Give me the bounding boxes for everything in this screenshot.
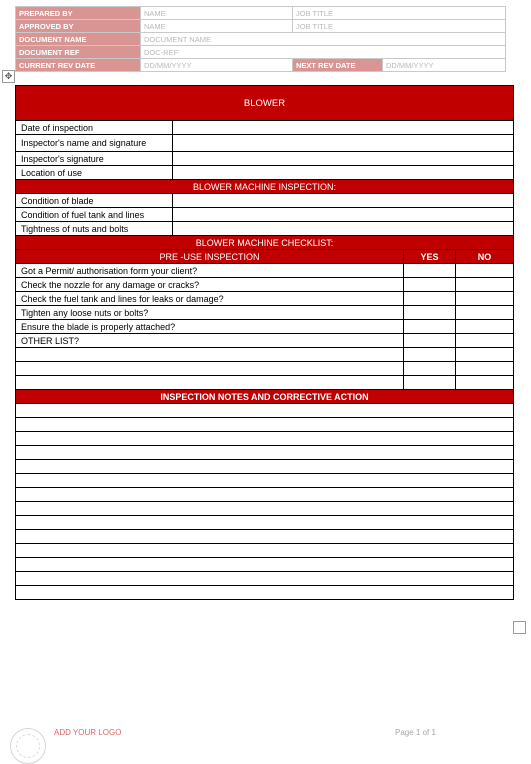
notes-row xyxy=(16,418,514,432)
notes-cell[interactable] xyxy=(16,516,514,530)
inspection-section-header: BLOWER MACHINE INSPECTION: xyxy=(16,180,514,194)
yes-cell[interactable] xyxy=(404,376,456,390)
info-value-cell[interactable] xyxy=(173,121,514,135)
notes-cell[interactable] xyxy=(16,432,514,446)
notes-cell[interactable] xyxy=(16,586,514,600)
document-ref-label: DOCUMENT REF xyxy=(16,46,141,59)
checklist-header-row xyxy=(16,250,514,264)
approved-by-label: APPROVED BY xyxy=(16,20,141,33)
prepared-by-label: PREPARED BY xyxy=(16,7,141,20)
notes-cell[interactable] xyxy=(16,488,514,502)
notes-row xyxy=(16,488,514,502)
checklist-item: OTHER LIST? xyxy=(16,334,404,348)
inspection-value-cell[interactable] xyxy=(173,208,514,222)
document-name-label: DOCUMENT NAME xyxy=(16,33,141,46)
notes-cell[interactable] xyxy=(16,572,514,586)
checklist-item-cell[interactable] xyxy=(16,376,404,390)
document-ref-field[interactable]: DOC-REF xyxy=(141,46,506,59)
inspection-form-table xyxy=(15,85,514,600)
checklist-item: Check the nozzle for any damage or cracks? xyxy=(16,278,404,292)
yes-cell[interactable] xyxy=(404,292,456,306)
checklist-row xyxy=(16,292,514,306)
prepared-by-row xyxy=(16,7,506,20)
notes-row xyxy=(16,404,514,418)
no-cell[interactable] xyxy=(456,292,514,306)
info-value-cell[interactable] xyxy=(173,166,514,180)
current-rev-field[interactable]: DD/MM/YYYY xyxy=(141,59,293,72)
inspection-label: Condition of blade xyxy=(16,194,173,208)
info-value-cell[interactable] xyxy=(173,152,514,166)
pre-use-column-header: PRE -USE INSPECTION xyxy=(16,250,404,264)
yes-cell[interactable] xyxy=(404,348,456,362)
checklist-item-cell[interactable] xyxy=(16,362,404,376)
page-number: Page 1 of 1 xyxy=(395,728,436,737)
checklist-row xyxy=(16,306,514,320)
prepared-by-name-field[interactable]: NAME xyxy=(141,7,293,20)
notes-cell[interactable] xyxy=(16,460,514,474)
notes-row xyxy=(16,502,514,516)
notes-row xyxy=(16,516,514,530)
current-rev-label: CURRENT REV DATE xyxy=(16,59,141,72)
approved-by-row xyxy=(16,20,506,33)
inspection-label: Condition of fuel tank and lines xyxy=(16,208,173,222)
inspection-row xyxy=(16,194,514,208)
notes-row xyxy=(16,446,514,460)
table-move-handle-icon[interactable]: ✥ xyxy=(2,70,15,83)
notes-row xyxy=(16,586,514,600)
no-cell[interactable] xyxy=(456,348,514,362)
notes-section-header: INSPECTION NOTES AND CORRECTIVE ACTION xyxy=(16,390,514,404)
yes-cell[interactable] xyxy=(404,320,456,334)
checklist-row xyxy=(16,376,514,390)
next-rev-label: NEXT REV DATE xyxy=(293,59,383,72)
info-label: Date of inspection xyxy=(16,121,173,135)
no-cell[interactable] xyxy=(456,362,514,376)
checklist-item-cell[interactable] xyxy=(16,348,404,362)
notes-cell[interactable] xyxy=(16,502,514,516)
info-row xyxy=(16,135,514,152)
logo-seal-icon xyxy=(10,728,46,764)
info-row xyxy=(16,166,514,180)
add-logo-placeholder[interactable]: ADD YOUR LOGO xyxy=(54,728,122,737)
notes-row xyxy=(16,558,514,572)
checklist-item: Check the fuel tank and lines for leaks or damage? xyxy=(16,292,404,306)
no-column-header: NO xyxy=(456,250,514,264)
document-name-field[interactable]: DOCUMENT NAME xyxy=(141,33,506,46)
notes-cell[interactable] xyxy=(16,530,514,544)
checklist-row xyxy=(16,362,514,376)
prepared-by-title-field[interactable]: JOB TITLE xyxy=(293,7,506,20)
notes-row xyxy=(16,432,514,446)
checklist-item: Ensure the blade is properly attached? xyxy=(16,320,404,334)
form-title: BLOWER xyxy=(16,86,514,121)
yes-column-header: YES xyxy=(404,250,456,264)
document-ref-row xyxy=(16,46,506,59)
notes-row xyxy=(16,572,514,586)
notes-row xyxy=(16,474,514,488)
checklist-row xyxy=(16,320,514,334)
info-label: Location of use xyxy=(16,166,173,180)
checklist-row xyxy=(16,334,514,348)
inspection-row xyxy=(16,222,514,236)
checklist-row xyxy=(16,264,514,278)
checklist-row xyxy=(16,278,514,292)
approved-by-title-field[interactable]: JOB TITLE xyxy=(293,20,506,33)
inspection-value-cell[interactable] xyxy=(173,194,514,208)
info-label: Inspector's signature xyxy=(16,152,173,166)
checklist-item: Tighten any loose nuts or bolts? xyxy=(16,306,404,320)
document-name-row xyxy=(16,33,506,46)
yes-cell[interactable] xyxy=(404,334,456,348)
checklist-row xyxy=(16,348,514,362)
no-cell[interactable] xyxy=(456,334,514,348)
notes-cell[interactable] xyxy=(16,418,514,432)
checklist-section-header: BLOWER MACHINE CHECKLIST: xyxy=(16,236,514,250)
no-cell[interactable] xyxy=(456,278,514,292)
yes-cell[interactable] xyxy=(404,306,456,320)
notes-cell[interactable] xyxy=(16,544,514,558)
notes-cell[interactable] xyxy=(16,446,514,460)
table-resize-handle[interactable] xyxy=(513,621,526,634)
yes-cell[interactable] xyxy=(404,362,456,376)
checklist-item: Got a Permit/ authorisation form your client? xyxy=(16,264,404,278)
inspection-value-cell[interactable] xyxy=(173,222,514,236)
notes-cell[interactable] xyxy=(16,558,514,572)
yes-cell[interactable] xyxy=(404,264,456,278)
notes-row xyxy=(16,544,514,558)
notes-row xyxy=(16,460,514,474)
no-cell[interactable] xyxy=(456,306,514,320)
next-rev-field[interactable]: DD/MM/YYYY xyxy=(383,59,506,72)
inspection-label: Tightness of nuts and bolts xyxy=(16,222,173,236)
no-cell[interactable] xyxy=(456,320,514,334)
document-meta-table xyxy=(15,6,506,72)
no-cell[interactable] xyxy=(456,376,514,390)
no-cell[interactable] xyxy=(456,264,514,278)
notes-row xyxy=(16,530,514,544)
info-row xyxy=(16,152,514,166)
approved-by-name-field[interactable]: NAME xyxy=(141,20,293,33)
revision-row xyxy=(16,59,506,72)
info-value-cell[interactable] xyxy=(173,135,514,152)
yes-cell[interactable] xyxy=(404,278,456,292)
inspection-row xyxy=(16,208,514,222)
notes-cell[interactable] xyxy=(16,404,514,418)
info-label: Inspector's name and signature xyxy=(16,135,173,152)
info-row xyxy=(16,121,514,135)
notes-cell[interactable] xyxy=(16,474,514,488)
